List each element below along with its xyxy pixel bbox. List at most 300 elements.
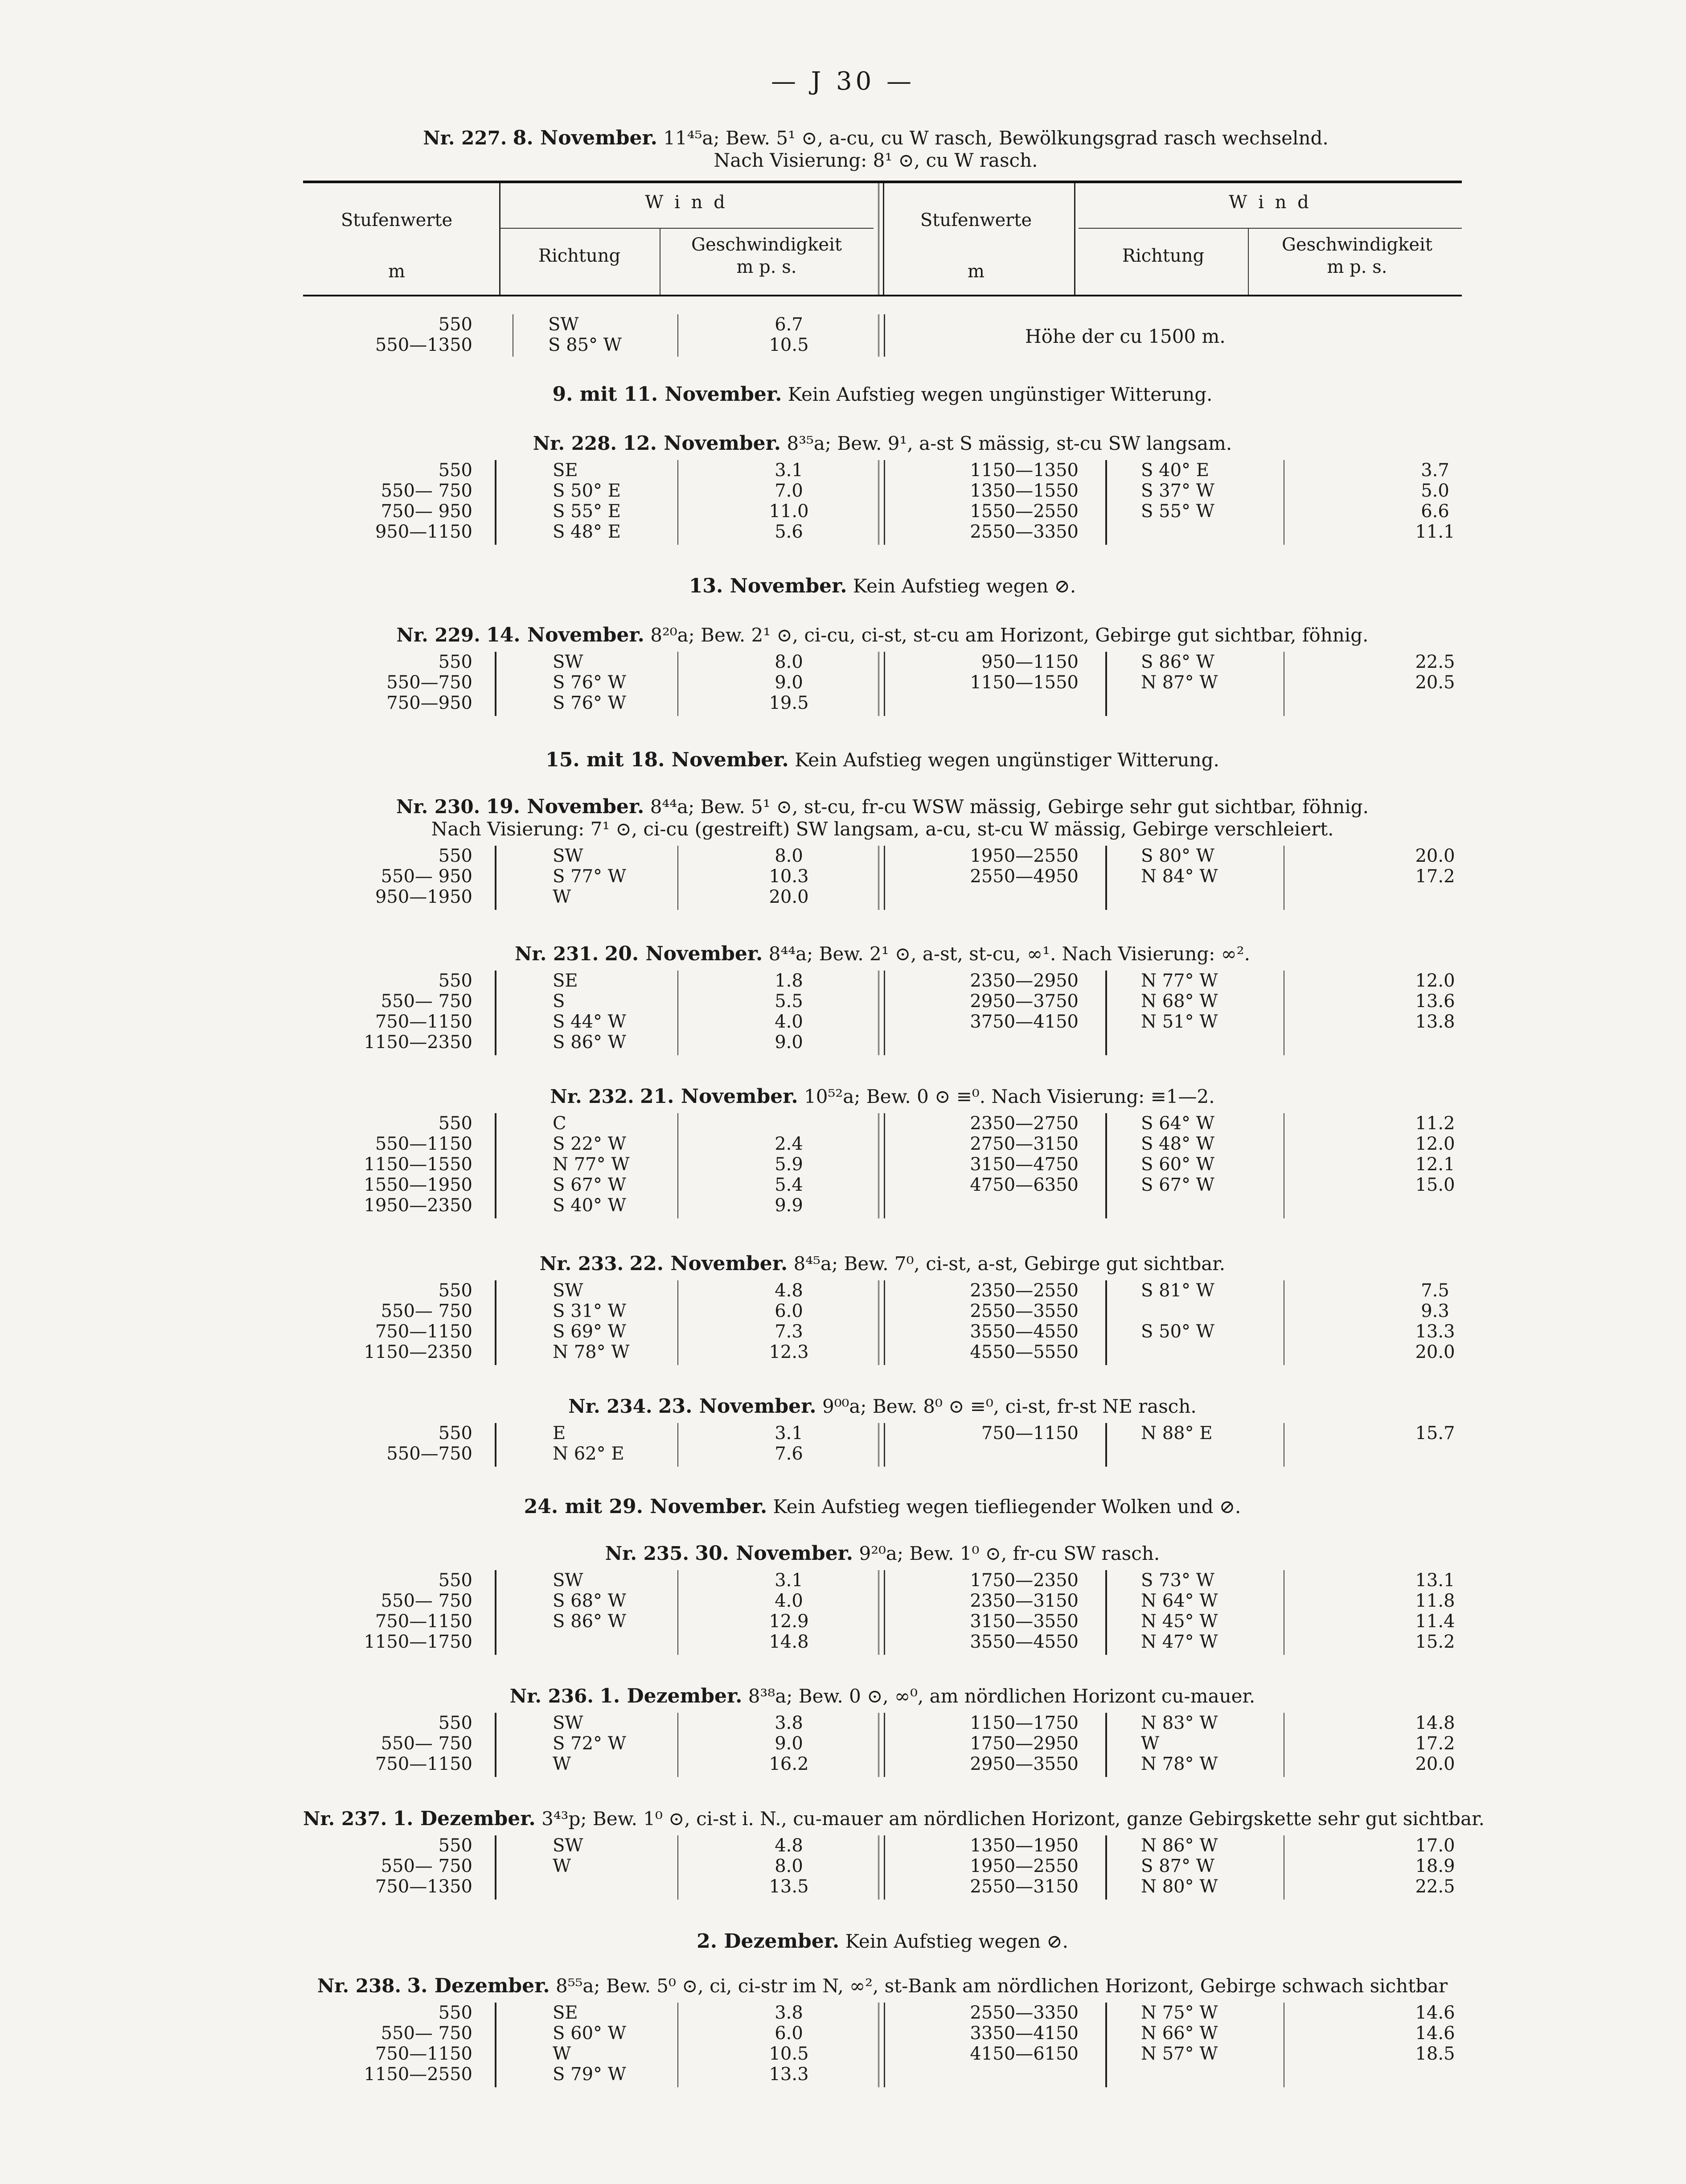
table-cell: 550— 750 [381,991,472,1012]
table-cell: 550 [438,1713,472,1733]
table-cell: 2750—3150 [970,1134,1079,1154]
table-cell: 750—1150 [375,2044,472,2064]
table-cell: 6.0 [775,2023,803,2044]
table-cell: S 48° W [1141,1134,1214,1154]
entry-text: 8⁴⁵a; Bew. 7⁰, ci-st, a-st, Gebirge gut sichtbar. [793,1253,1226,1275]
column-rule [878,1570,885,1655]
table-cell: 1750—2350 [970,1570,1079,1591]
cloud-height-note: Höhe der cu 1500 m. [1025,325,1226,347]
table-cell: S 22° W [553,1134,626,1154]
column-rule [677,1713,678,1777]
table-cell: 3350—4150 [970,2023,1079,2044]
table-cell: 20.0 [769,887,809,907]
table-cell: S 76° W [553,693,626,713]
column-rule [677,971,678,1055]
col-richtung: Richtung [538,246,621,266]
table-cell: 7.6 [775,1444,803,1464]
entry-heading [303,1086,1462,1108]
table-cell: 1950—2350 [364,1195,472,1216]
table-cell: 5.5 [775,991,803,1012]
entry-nr-13 [303,575,1462,597]
table-cell: 9.0 [775,672,803,693]
entry-date: 1. Dezember. [599,1685,742,1707]
col-wind-2: W i n d [1229,192,1312,213]
table-cell: 1150—2550 [364,2064,472,2085]
table-cell: 18.5 [1415,2044,1455,2064]
column-rule [878,1835,885,1900]
entry-text: 8²⁰a; Bew. 2¹ ⊙, ci-cu, ci-st, st-cu am Horizont, Gebirge gut sichtbar, föhnig. [650,624,1369,646]
table-cell: 1150—2350 [364,1342,472,1362]
table-cell: N 64° W [1141,1591,1218,1611]
col-richtung-2: Richtung [1122,246,1205,266]
col-geschwindigkeit: Geschwindigkeit [691,234,842,255]
column-rule [677,1835,678,1900]
entry-231 [303,943,1462,1055]
entry-heading [303,1395,1462,1418]
table-cell: W [553,2044,571,2064]
table-cell: N 62° E [553,1444,624,1464]
entry-heading [303,1253,1462,1275]
entry-text: Kein Aufstieg wegen ungünstiger Witterung. [788,383,1213,405]
column-rule [878,846,885,910]
entry-text: 10⁵²a; Bew. 0 ⊙ ≡⁰. Nach Visierung: ≡1—2. [804,1086,1215,1107]
table-cell: 550— 750 [381,1856,472,1876]
data-table [303,1423,1462,1467]
table-cell: N 77° W [1141,971,1218,991]
table-cell: 12.0 [1415,1134,1455,1154]
entry-date: 24. mit 29. November. [524,1495,767,1518]
table-cell: 550 [438,1570,472,1591]
table-cell: 20.0 [1415,846,1455,866]
entry-head: Nr. 228. [533,432,617,454]
table-cell: SW [553,1713,583,1733]
table-cell: 13.3 [1415,1321,1455,1342]
table-cell: 550 [438,652,472,672]
entry-text: 9⁰⁰a; Bew. 8⁰ ⊙ ≡⁰, ci-st, fr-st NE rasch. [822,1395,1197,1417]
entry-nr-15-18 [303,749,1462,771]
table-cell: 750—1150 [981,1423,1079,1444]
table-cell: N 88° E [1141,1423,1213,1444]
entry-head: Nr. 236. [509,1685,594,1707]
table-cell: 14.8 [769,1632,809,1652]
column-rule [1105,460,1107,545]
table-cell: 12.3 [769,1342,809,1362]
table-cell: S 64° W [1141,1113,1214,1134]
entry-heading [303,1496,1462,1518]
entry-text: 8³⁵a; Bew. 9¹, a-st S mässig, st-cu SW langsam. [787,432,1232,454]
entry-text: 8⁴⁴a; Bew. 5¹ ⊙, st-cu, fr-cu WSW mässig, Gebirge sehr gut sichtbar, föhnig. [650,796,1369,818]
table-cell: 10.3 [769,866,809,887]
data-table [303,652,1462,716]
table-cell: 550—750 [386,1444,472,1464]
table-cell: S 87° W [1141,1856,1214,1876]
column-rule [1105,652,1107,716]
entry-heading [303,1542,1462,1565]
column-rule [495,1835,496,1900]
table-cell: S 55° E [553,501,621,522]
table-cell: 8.0 [775,652,803,672]
table-cell: 2350—3150 [970,1591,1079,1611]
table-cell: 17.2 [1415,1733,1455,1754]
table-cell: 14.6 [1415,2023,1455,2044]
table-cell: N 57° W [1141,2044,1218,2064]
table-cell: 750— 950 [381,501,472,522]
table-cell: 950—1150 [375,522,472,542]
table-cell: 7.3 [775,1321,803,1342]
table-cell: 6.0 [775,1301,803,1321]
table-cell: N 47° W [1141,1632,1218,1652]
table-cell: SW [553,652,583,672]
column-rule [878,1423,885,1467]
table-cell: S 80° W [1141,846,1214,866]
table-cell: S 31° W [553,1301,626,1321]
table-cell: 11.8 [1415,1591,1455,1611]
table-cell: 1.8 [775,971,803,991]
table-cell: 6.6 [1421,501,1449,522]
table-cell: 20.5 [1415,672,1455,693]
table-cell: 950—1150 [981,652,1079,672]
table-cell: 9.0 [775,1733,803,1754]
table-cell: 3150—4750 [970,1154,1079,1175]
table-cell: 1150—1550 [364,1154,472,1175]
entry-date: 14. November. [486,624,644,646]
table-cell: S 86° W [553,1032,626,1053]
table-cell: 4150—6150 [970,2044,1079,2064]
table-cell: 550—1150 [375,1134,472,1154]
column-rule [878,2003,885,2087]
entry-heading [303,575,1462,597]
table-cell: S 81° W [1141,1280,1214,1301]
column-rule [1105,846,1107,910]
table-cell: 1150—1350 [970,460,1079,481]
table-cell: S 44° W [553,1012,626,1032]
table-cell: 4550—5550 [970,1342,1079,1362]
col-unit-mps: m p. s. [736,257,797,277]
table-cell: 11.4 [1415,1611,1455,1632]
column-rule [1105,1113,1107,1218]
table-cell: 22.5 [1415,1876,1455,1897]
column-rule [677,652,678,716]
col-unit-m: m [388,261,405,282]
column-rule [677,460,678,545]
table-cell: 4750—6350 [970,1175,1079,1195]
table-cell: N 84° W [1141,866,1218,887]
entry-date: 3. Dezember. [407,1974,550,1997]
table-cell: S 60° W [553,2023,626,2044]
column-rule [1105,1280,1107,1365]
table-cell: SE [553,460,578,481]
table-cell: SW [553,1280,583,1301]
table-cell: 1350—1550 [970,481,1079,501]
entry-date: 15. mit 18. November. [546,749,789,771]
table-cell: N 51° W [1141,1012,1218,1032]
column-rule [495,1423,496,1467]
table-cell: 750—1150 [375,1611,472,1632]
table-cell: 7.5 [1421,1280,1449,1301]
table-cell: 13.6 [1415,991,1455,1012]
column-rule [1105,1570,1107,1655]
entry-text: 8⁵⁵a; Bew. 5⁰ ⊙, ci, ci-str im N, ∞², st-Bank am nördlichen Horizont, Gebirge schwach sichtbar [555,1975,1448,1997]
column-rule [677,1423,678,1467]
table-cell: 13.1 [1415,1570,1455,1591]
entry-text: Kein Aufstieg wegen ⊘. [853,575,1076,597]
table-cell: 950—1950 [375,887,472,907]
table-cell: 15.7 [1415,1423,1455,1444]
column-rule [495,846,496,910]
table-cell: 3550—4550 [970,1321,1079,1342]
entry-text: Kein Aufstieg wegen ungünstiger Witterung. [795,749,1219,771]
table-cell: S 76° W [553,672,626,693]
table-cell: 1750—2950 [970,1733,1079,1754]
table-cell: 8.0 [775,1856,803,1876]
table-cell: 3.8 [775,1713,803,1733]
table-cell: S 40° E [1141,460,1209,481]
entry-date: 21. November. [640,1085,798,1108]
table-cell: 9.0 [775,1032,803,1053]
table-cell: 4.8 [775,1280,803,1301]
table-cell: 5.0 [1421,481,1449,501]
table-cell: 17.2 [1415,866,1455,887]
entry-233 [303,1253,1462,1365]
table-cell: S 79° W [553,2064,626,2085]
entry-head: Nr. 232. [550,1086,634,1107]
entry-head: Nr. 237. [303,1808,387,1830]
table-cell: SE [553,971,578,991]
table-cell: 750—1150 [375,1012,472,1032]
entry-229 [303,624,1462,716]
table-cell: 13.3 [769,2064,809,2085]
data-table [303,1113,1462,1218]
data-table [303,460,1462,545]
table-cell: 2350—2550 [970,1280,1079,1301]
table-cell: S 68° W [553,1591,626,1611]
entry-date: 9. mit 11. November. [552,383,782,406]
table-cell: E [553,1423,566,1444]
entry-235 [303,1542,1462,1655]
table-cell: 5.6 [775,522,803,542]
entry-heading [303,1807,1485,1830]
column-rule [1105,1835,1107,1900]
entry-237 [303,1807,1485,1900]
column-rule [495,1113,496,1218]
column-rule [1105,2003,1107,2087]
table-cell: 2350—2750 [970,1113,1079,1134]
table-cell: 2950—3550 [970,1754,1079,1774]
column-rule [495,652,496,716]
table-cell: N 66° W [1141,2023,1218,2044]
table-cell: 3150—3550 [970,1611,1079,1632]
table-cell: S 50° W [1141,1321,1214,1342]
table-cell: 14.8 [1415,1713,1455,1733]
table-cell: S 67° W [553,1175,626,1195]
table-cell: S 69° W [553,1321,626,1342]
table-cell: 2550—3350 [970,522,1079,542]
table-cell: N 75° W [1141,2003,1218,2023]
column-rule [878,971,885,1055]
entry-head: Nr. 233. [539,1253,624,1275]
entry-227 [285,127,1466,172]
table-cell: 4.0 [775,1012,803,1032]
table-cell: 12.9 [769,1611,809,1632]
table-cell: 3.7 [1421,460,1449,481]
table-cell: 1550—1950 [364,1175,472,1195]
entry-text: 9²⁰a; Bew. 1⁰ ⊙, fr-cu SW rasch. [859,1542,1160,1564]
table-cell: S 67° W [1141,1175,1214,1195]
table-cell: S 86° W [1141,652,1214,672]
table-cell: N 68° W [1141,991,1218,1012]
table-cell: 17.0 [1415,1835,1455,1856]
table-cell: 14.6 [1415,2003,1455,2023]
table-cell: S 72° W [553,1733,626,1754]
table-cell: 9.3 [1421,1301,1449,1321]
table-cell: S 55° W [1141,501,1214,522]
table-cell: 3.1 [775,1423,803,1444]
table-cell: SW [553,1835,583,1856]
data-table [303,846,1462,910]
table-cell: 550— 750 [381,1591,472,1611]
table-cell: N 80° W [1141,1876,1218,1897]
column-rule [878,1113,885,1218]
entry-date: 30. November. [695,1542,853,1565]
table-cell: 15.0 [1415,1175,1455,1195]
table-cell: 2550—3150 [970,1876,1079,1897]
table-cell: 4.8 [775,1835,803,1856]
entry-head: Nr. 231. [515,943,599,965]
table-cell: N 78° W [553,1342,630,1362]
entry-heading [303,749,1462,771]
table-cell: 2950—3750 [970,991,1079,1012]
data-table [303,1835,1462,1900]
table-cell: 20.0 [1415,1342,1455,1362]
col-stufenwerte-2: Stufenwerte [920,210,1032,230]
entry-head: Nr. 238. [317,1975,402,1997]
table-cell: 5.4 [775,1175,803,1195]
table-cell: 550—750 [386,672,472,693]
column-rule [1105,1713,1107,1777]
table-header [303,181,1462,296]
table-cell: 9.9 [775,1195,803,1216]
entry-228 [303,432,1462,545]
entry-heading [303,624,1462,646]
table-cell: 550 [438,1423,472,1444]
table-cell: S 73° W [1141,1570,1214,1591]
table-cell: 18.9 [1415,1856,1455,1876]
entry-232 [303,1086,1462,1218]
table-cell: 1150—1750 [364,1632,472,1652]
table-cell: 3750—4150 [970,1012,1079,1032]
table-cell: W [553,887,571,907]
page-number: — J 30 — [771,67,915,96]
table-cell: 550 [438,1113,472,1134]
table-cell: S 60° W [1141,1154,1214,1175]
table-cell: 1950—2550 [970,1856,1079,1876]
table-cell: 2550—4950 [970,866,1079,887]
table-cell: 3.1 [775,460,803,481]
entry-heading [303,383,1462,406]
column-rule [677,1280,678,1365]
table-cell: 3550—4550 [970,1632,1079,1652]
table-cell: 550— 750 [381,1733,472,1754]
entry-heading [303,796,1462,818]
table-cell: 550— 950 [381,866,472,887]
column-rule [878,1280,885,1365]
table-cell: 13.8 [1415,1012,1455,1032]
table-cell: 2.4 [775,1134,803,1154]
table-cell: W [553,1754,571,1774]
table-cell: 550 [438,2003,472,2023]
table-cell: 550— 750 [381,1301,472,1321]
table-cell: 15.2 [1415,1632,1455,1652]
table-cell: 550 [438,1280,472,1301]
entry-subheading: Nach Visierung: 8¹ ⊙, cu W rasch. [714,149,1038,171]
entry-nr-2-dez [303,1930,1462,1953]
table-cell: N 83° W [1141,1713,1218,1733]
entry-heading [303,432,1462,455]
data-table [303,1280,1462,1365]
column-rule [878,652,885,716]
entry-date: 23. November. [658,1395,816,1418]
entry-text: Kein Aufstieg wegen tiefliegender Wolken und ⊘. [773,1496,1241,1518]
col-geschwindigkeit-2: Geschwindigkeit [1282,234,1432,255]
table-cell: 12.1 [1415,1154,1455,1175]
table-cell: 11.0 [769,501,809,522]
table-cell: 1350—1950 [970,1835,1079,1856]
entry-head: Nr. 234. [568,1395,652,1417]
table-cell: N 86° W [1141,1835,1218,1856]
table-cell: 5.9 [775,1154,803,1175]
entry-heading [303,1975,1462,1997]
entry-heading [303,1930,1462,1953]
entry-date: 13. November. [689,575,847,597]
table-cell: S 77° W [553,866,626,887]
table-cell: 750—1350 [375,1876,472,1897]
column-rule [495,1570,496,1655]
data-table [303,971,1462,1055]
table-cell: C [553,1113,566,1134]
table-cell: S 50° E [553,481,621,501]
entry-text: Kein Aufstieg wegen ⊘. [845,1930,1068,1952]
table-cell: 750—950 [386,693,472,713]
table-cell: 1150—2350 [364,1032,472,1053]
table-cell: 550 [438,460,472,481]
table-cell: 1550—2550 [970,501,1079,522]
table-cell: 13.5 [769,1876,809,1897]
entry-date: 1. Dezember. [393,1807,536,1830]
entry-nr-24-29 [303,1496,1462,1518]
entry-text: 8⁴⁴a; Bew. 2¹ ⊙, a-st, st-cu, ∞¹. Nach Visierung: ∞². [768,943,1250,965]
column-rule [495,1280,496,1365]
entry-230 [303,796,1462,910]
table-cell: SW [553,1570,583,1591]
col-wind: W i n d [645,192,728,213]
entry-heading [303,1685,1462,1707]
table-cell: 550— 750 [381,481,472,501]
entry-236 [303,1685,1462,1777]
table-cell: 3.8 [775,2003,803,2023]
table-cell: 550 [438,1835,472,1856]
table-cell: S 86° W [553,1611,626,1632]
column-rule [677,846,678,910]
table-cell: 7.0 [775,481,803,501]
data-table [303,1570,1462,1655]
column-rule [495,460,496,545]
entry-text: 8³⁸a; Bew. 0 ⊙, ∞⁰, am nördlichen Horizont cu-mauer. [748,1685,1255,1707]
entry-date: 12. November. [623,432,781,455]
table-cell: 1150—1550 [970,672,1079,693]
table-cell: 4.0 [775,1591,803,1611]
entry-text: 3⁴³p; Bew. 1⁰ ⊙, ci-st i. N., cu-mauer am nördlichen Horizont, ganze Gebirgskette sehr gut sichtbar. [541,1808,1485,1830]
table-cell: 20.0 [1415,1754,1455,1774]
